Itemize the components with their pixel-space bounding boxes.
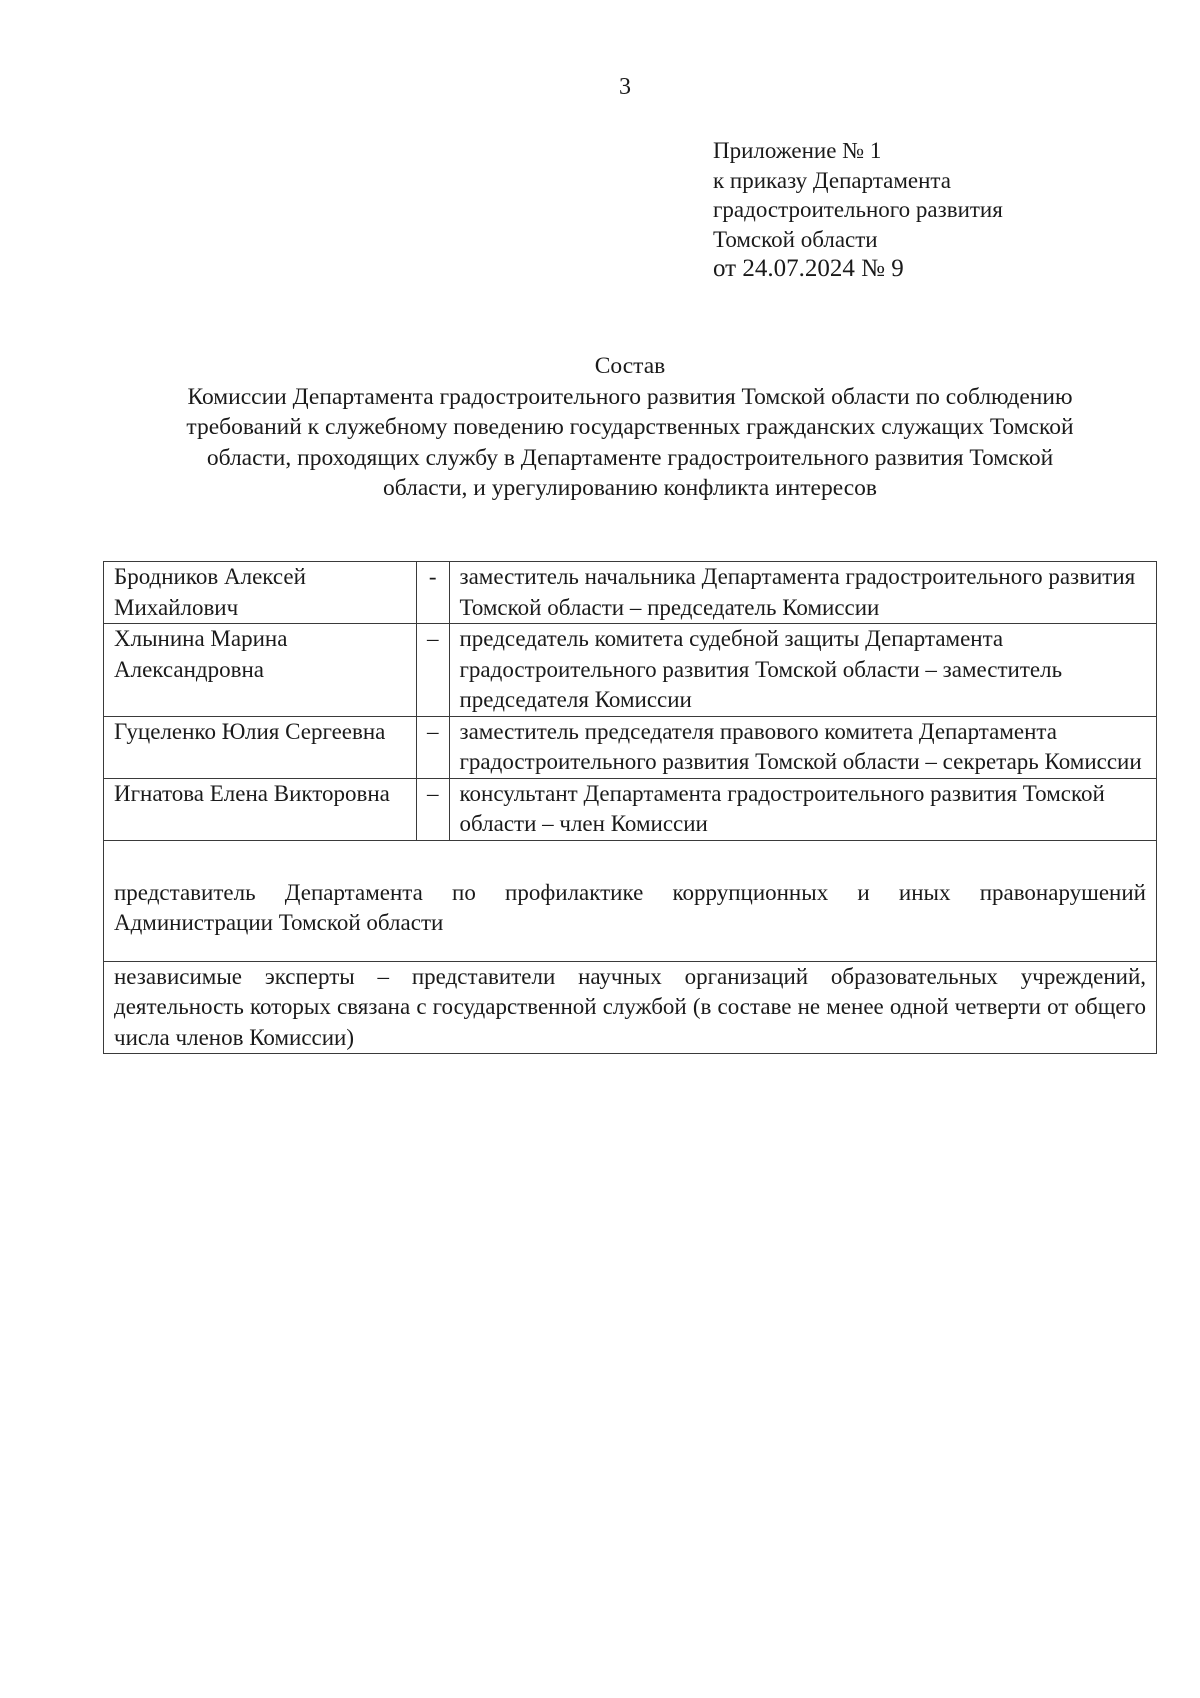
appendix-line: Томской области [713,226,878,252]
document-title [100,351,1160,504]
title-line: Комиссии Департамента градостроительного развития Томской области по соблюдению [187,383,1073,410]
title-line: области, и урегулированию конфликта интересов [382,475,877,501]
appendix-line: градостроительного развития [713,197,1003,222]
member-role: консультант Департамента градостроительного развития Томской области – член Комиссии [449,778,1157,840]
commission-members-table [103,561,1157,1054]
appendix-header [713,136,1003,284]
representative-cell: представитель Департамента по профилактике коррупционных и иных правонарушений Администрации Томской области [104,840,1157,961]
title-line: требований к служебному поведению государственных гражданских служащих Томской [186,414,1074,440]
member-dash: – [417,778,450,840]
table-row [104,961,1157,1054]
appendix-line: Приложение № 1 [713,138,882,163]
title-line: области, проходящих службу в Департаменте градостроительного развития Томской [206,444,1054,471]
member-role: председатель комитета судебной защиты Департамента градостроительного развития Томской области – заместитель председателя Комиссии [449,624,1157,717]
member-name: Бродников Алексей Михайлович [104,562,417,624]
member-role: заместитель председателя правового комитета Департамента градостроительного развития Томской области – секретарь Комиссии [449,716,1157,778]
table-row [104,624,1157,717]
appendix-date: от 24.07.2024 № 9 [713,255,904,282]
member-dash: – [417,624,450,717]
member-name: Хлынина Марина Александровна [104,624,417,717]
member-role: заместитель начальника Департамента градостроительного развития Томской области – председатель Комиссии [449,562,1157,624]
table-row [104,778,1157,840]
title-heading: Состав [594,353,666,379]
member-dash: – [417,716,450,778]
page-number: 3 [619,74,631,100]
table-row [104,840,1157,961]
table-row [104,562,1157,624]
member-name: Гуцеленко Юлия Сергеевна [104,716,417,778]
experts-cell: независимые эксперты – представители научных организаций образовательных учреждений, деятельность которых связана с государственной службой (в составе не менее одной четверти от общего числа членов Комиссии) [104,961,1157,1054]
member-dash: - [417,562,450,624]
member-name: Игнатова Елена Викторовна [104,778,417,840]
table-row [104,716,1157,778]
appendix-line: к приказу Департамента [713,167,951,193]
